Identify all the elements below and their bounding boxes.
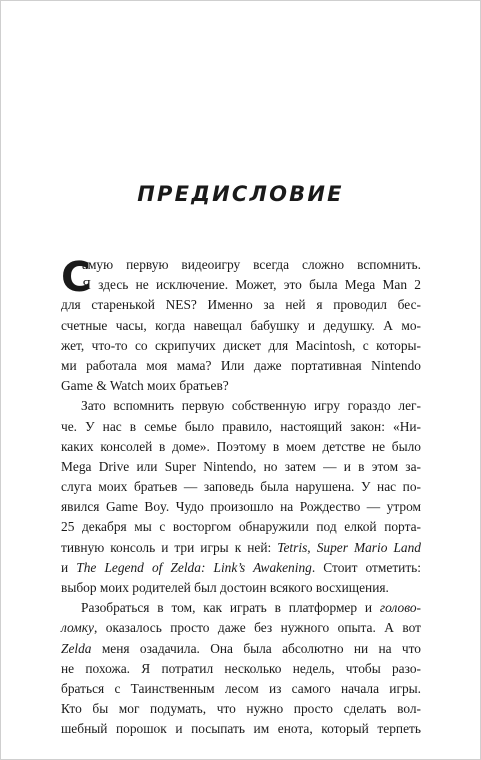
text-line: Зато вспомнить первую собственную игру гораздо лег-	[81, 398, 421, 414]
text-line: Game & Watch моих братьев?	[61, 378, 229, 394]
text-line: Mega Drive или Super Nintendo, но затем — и в этом за-	[61, 458, 421, 474]
text-line: Разобраться в том, как играть в платформер и голово-	[81, 600, 421, 616]
text-line: Zelda меня озадачила. Она была абсолютно ни на что	[61, 640, 421, 656]
text-line: и The Legend of Zelda: Link’s Awakening. Стоит отметить:	[61, 559, 422, 575]
text-line: тивную консоль и три игры к ней: Tetris, Super Mario Land	[61, 539, 421, 555]
text-line: 25 декабря мы с восторгом обнаружили под елкой порта-	[61, 519, 421, 535]
text-line: амую первую видеоигру всегда сложно вспомнить.	[82, 257, 421, 272]
text-line: браться с Таинственным лесом из самого начала игры.	[61, 680, 421, 696]
text-line: выбор моих родителей был достоин всякого восхищения.	[61, 580, 389, 595]
text-line: Кто бы мог подумать, что нужно просто сделать вол-	[61, 701, 421, 717]
text-line: явился Game Boy. Чудо произошло на Рождество — утром	[61, 499, 421, 515]
text-line: шебный порошок и посыпать им енота, который терпеть	[61, 721, 421, 737]
text-line: слуга моих братьев — заповедь была нарушена. У нас по-	[61, 479, 421, 495]
text-line: ми работала моя мама? Или даже портативная Nintendo	[61, 357, 421, 373]
body-text	[61, 255, 421, 740]
text-line: каких консолей в доме». Поэтому в моем детстве не было	[61, 438, 421, 454]
text-line: для старенькой NES? Именно за ней я проводил бес-	[61, 297, 421, 313]
text-line: ломку, оказалось просто даже без нужного опыта. А вот	[61, 620, 421, 636]
text-line: не похожа. Я потратил несколько недель, чтобы разо-	[61, 660, 421, 676]
text-line: жет, что-то со скрипучих дискет для Macintosh, с которы-	[61, 337, 421, 353]
text-line: Я здесь не исключение. Может, это была Mega Man 2	[82, 277, 421, 293]
text-line: че. У нас в семье было правило, настоящий закон: «Ни-	[61, 418, 421, 434]
text-line: счетные часы, когда навещал бабушку и дедушку. А мо-	[61, 317, 421, 333]
chapter-title: ПРЕДИСЛОВИЕ	[137, 182, 344, 206]
drop-cap: С	[61, 253, 92, 301]
